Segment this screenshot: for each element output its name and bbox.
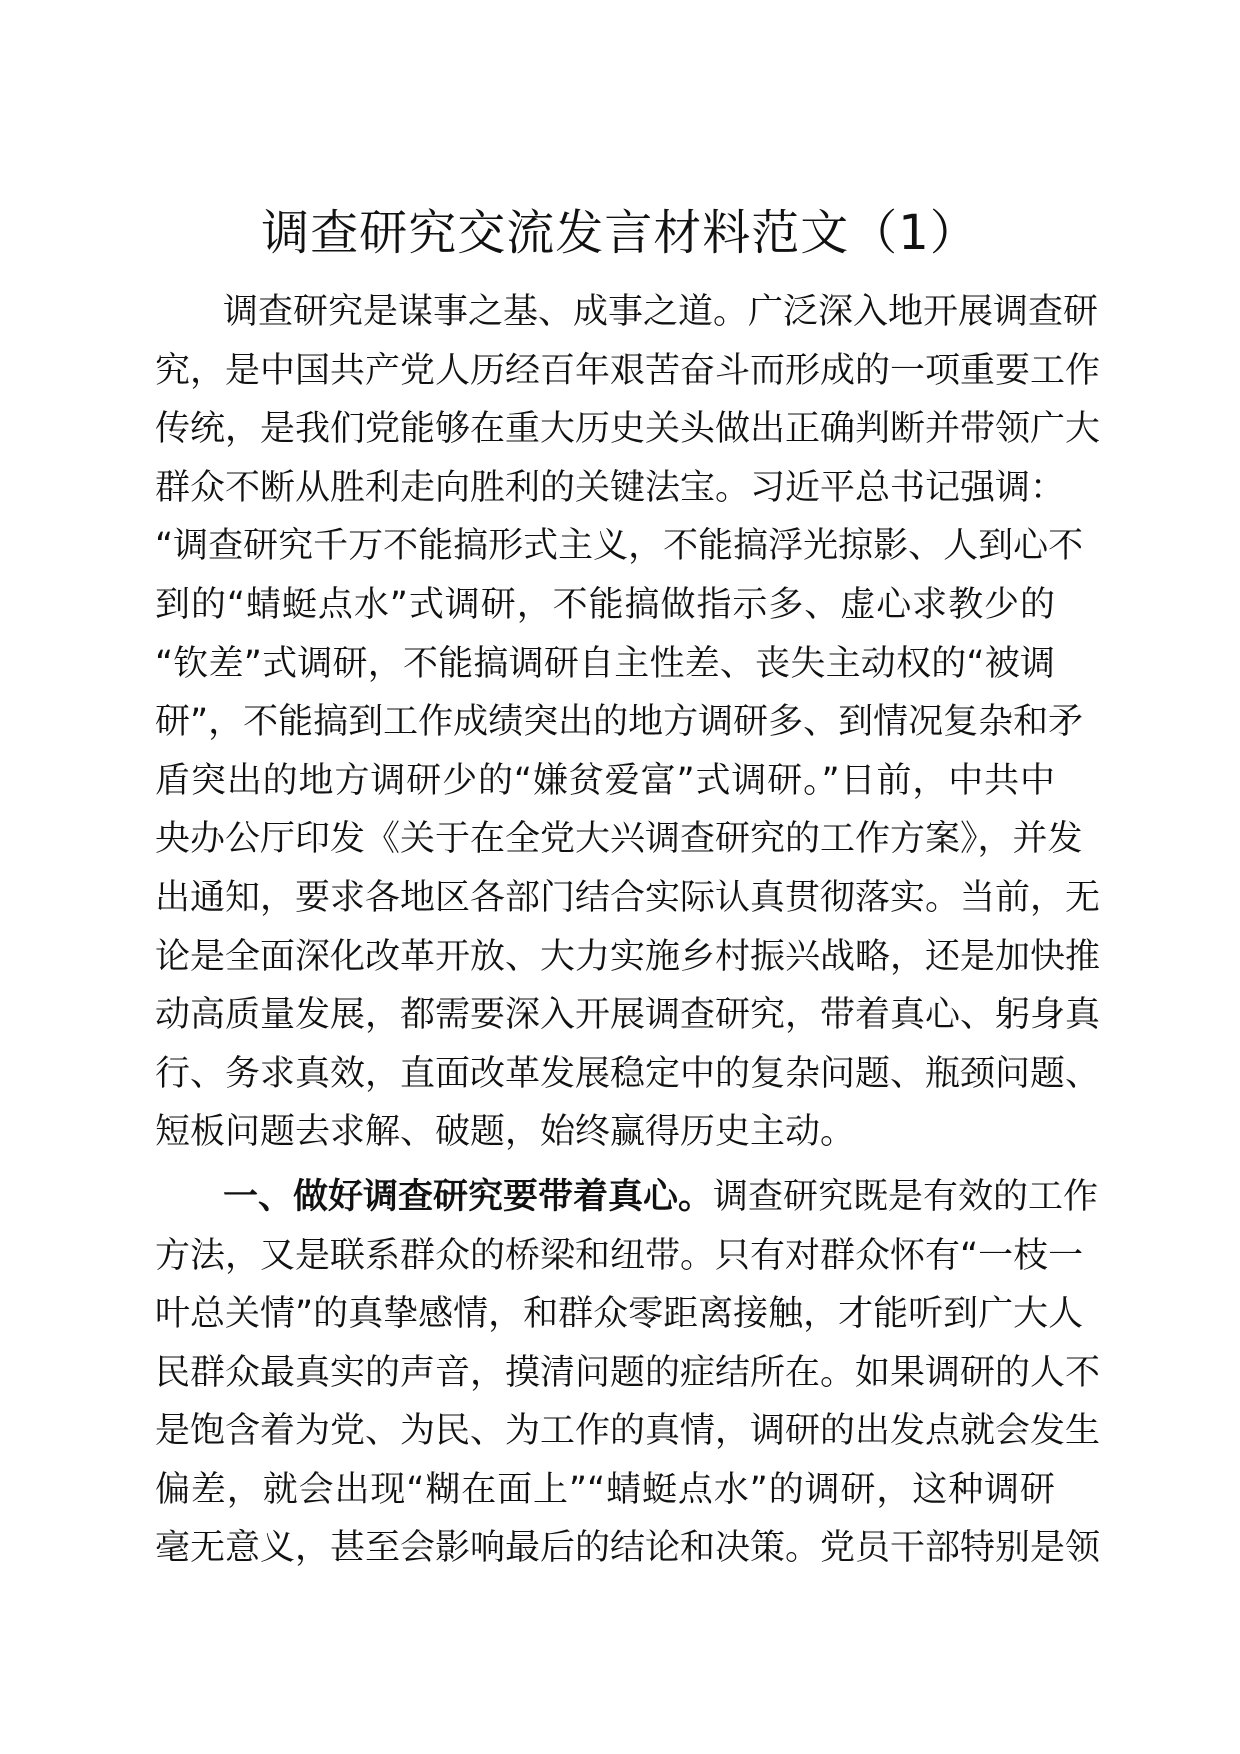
paragraph-line: 行、务求真效，直面改革发展稳定中的复杂问题、瓶颈问题、 bbox=[155, 1053, 1101, 1094]
paragraph-line: 传统，是我们党能够在重大历史关头做出正确判断并带领广大 bbox=[155, 409, 1101, 450]
paragraph-line: 群众不断从胜利走向胜利的关键法宝。习近平总书记强调： bbox=[155, 467, 1066, 508]
paragraph-line: 民群众最真实的声音，摸清问题的症结所在。如果调研的人不 bbox=[155, 1352, 1101, 1393]
paragraph-intro bbox=[155, 283, 1101, 1162]
paragraph-line: “钦差”式调研，不能搞调研自主性差、丧失主动权的“被调 bbox=[155, 643, 1055, 684]
paragraph-line: 调查研究是谋事之基、成事之道。广泛深入地开展调查研 bbox=[223, 292, 1099, 332]
paragraph-line: 论是全面深化改革开放、大力实施乡村振兴战略，还是加快推 bbox=[155, 936, 1101, 977]
paragraph-line: 动高质量发展，都需要深入开展调查研究，带着真心、躬身真 bbox=[155, 995, 1101, 1036]
document-body bbox=[155, 283, 1101, 1578]
paragraph-line: 研”，不能搞到工作成绩突出的地方调研多、到情况复杂和矛 bbox=[155, 702, 1084, 743]
paragraph-line: 偏差，就会出现“糊在面上”“蜻蜓点水”的调研，这种调研 bbox=[155, 1469, 1055, 1510]
paragraph-line: 方法，又是联系群众的桥梁和纽带。只有对群众怀有“一枝一 bbox=[155, 1235, 1084, 1276]
paragraph-line: 究，是中国共产党人历经百年艰苦奋斗而形成的一项重要工作 bbox=[155, 350, 1101, 391]
paragraph-line bbox=[155, 1168, 1099, 1227]
paragraph-line: 盾突出的地方调研少的“嫌贫爱富”式调研。”日前，中共中 bbox=[155, 760, 1055, 801]
paragraph-line: 央办公厅印发《关于在全党大兴调查研究的工作方案》，并发 bbox=[155, 819, 1083, 860]
paragraph-line: 到的“蜻蜓点水”式调研，不能搞做指示多、虚心求教少的 bbox=[155, 584, 1055, 625]
paragraph-line: 叶总关情”的真挚感情，和群众零距离接触，才能听到广大人 bbox=[155, 1294, 1084, 1335]
paragraph-line: 毫无意义，甚至会影响最后的结论和决策。党员干部特别是领 bbox=[155, 1528, 1101, 1569]
paragraph-section-one bbox=[155, 1168, 1101, 1578]
paragraph-line: 是饱含着为党、为民、为工作的真情，调研的出发点就会发生 bbox=[155, 1411, 1101, 1452]
document-title: 调查研究交流发言材料范文（1） bbox=[261, 205, 979, 261]
paragraph-line: “调查研究千万不能搞形式主义，不能搞浮光掠影、人到心不 bbox=[155, 526, 1084, 567]
paragraph-line: 出通知，要求各地区各部门结合实际认真贯彻落实。当前，无 bbox=[155, 877, 1101, 918]
paragraph-line: 短板问题去求解、破题，始终赢得历史主动。 bbox=[155, 1112, 856, 1153]
section-heading: 一、做好调查研究要带着真心。 bbox=[223, 1176, 714, 1217]
section-heading-continuation: 调查研究既是有效的工作 bbox=[713, 1176, 1099, 1217]
